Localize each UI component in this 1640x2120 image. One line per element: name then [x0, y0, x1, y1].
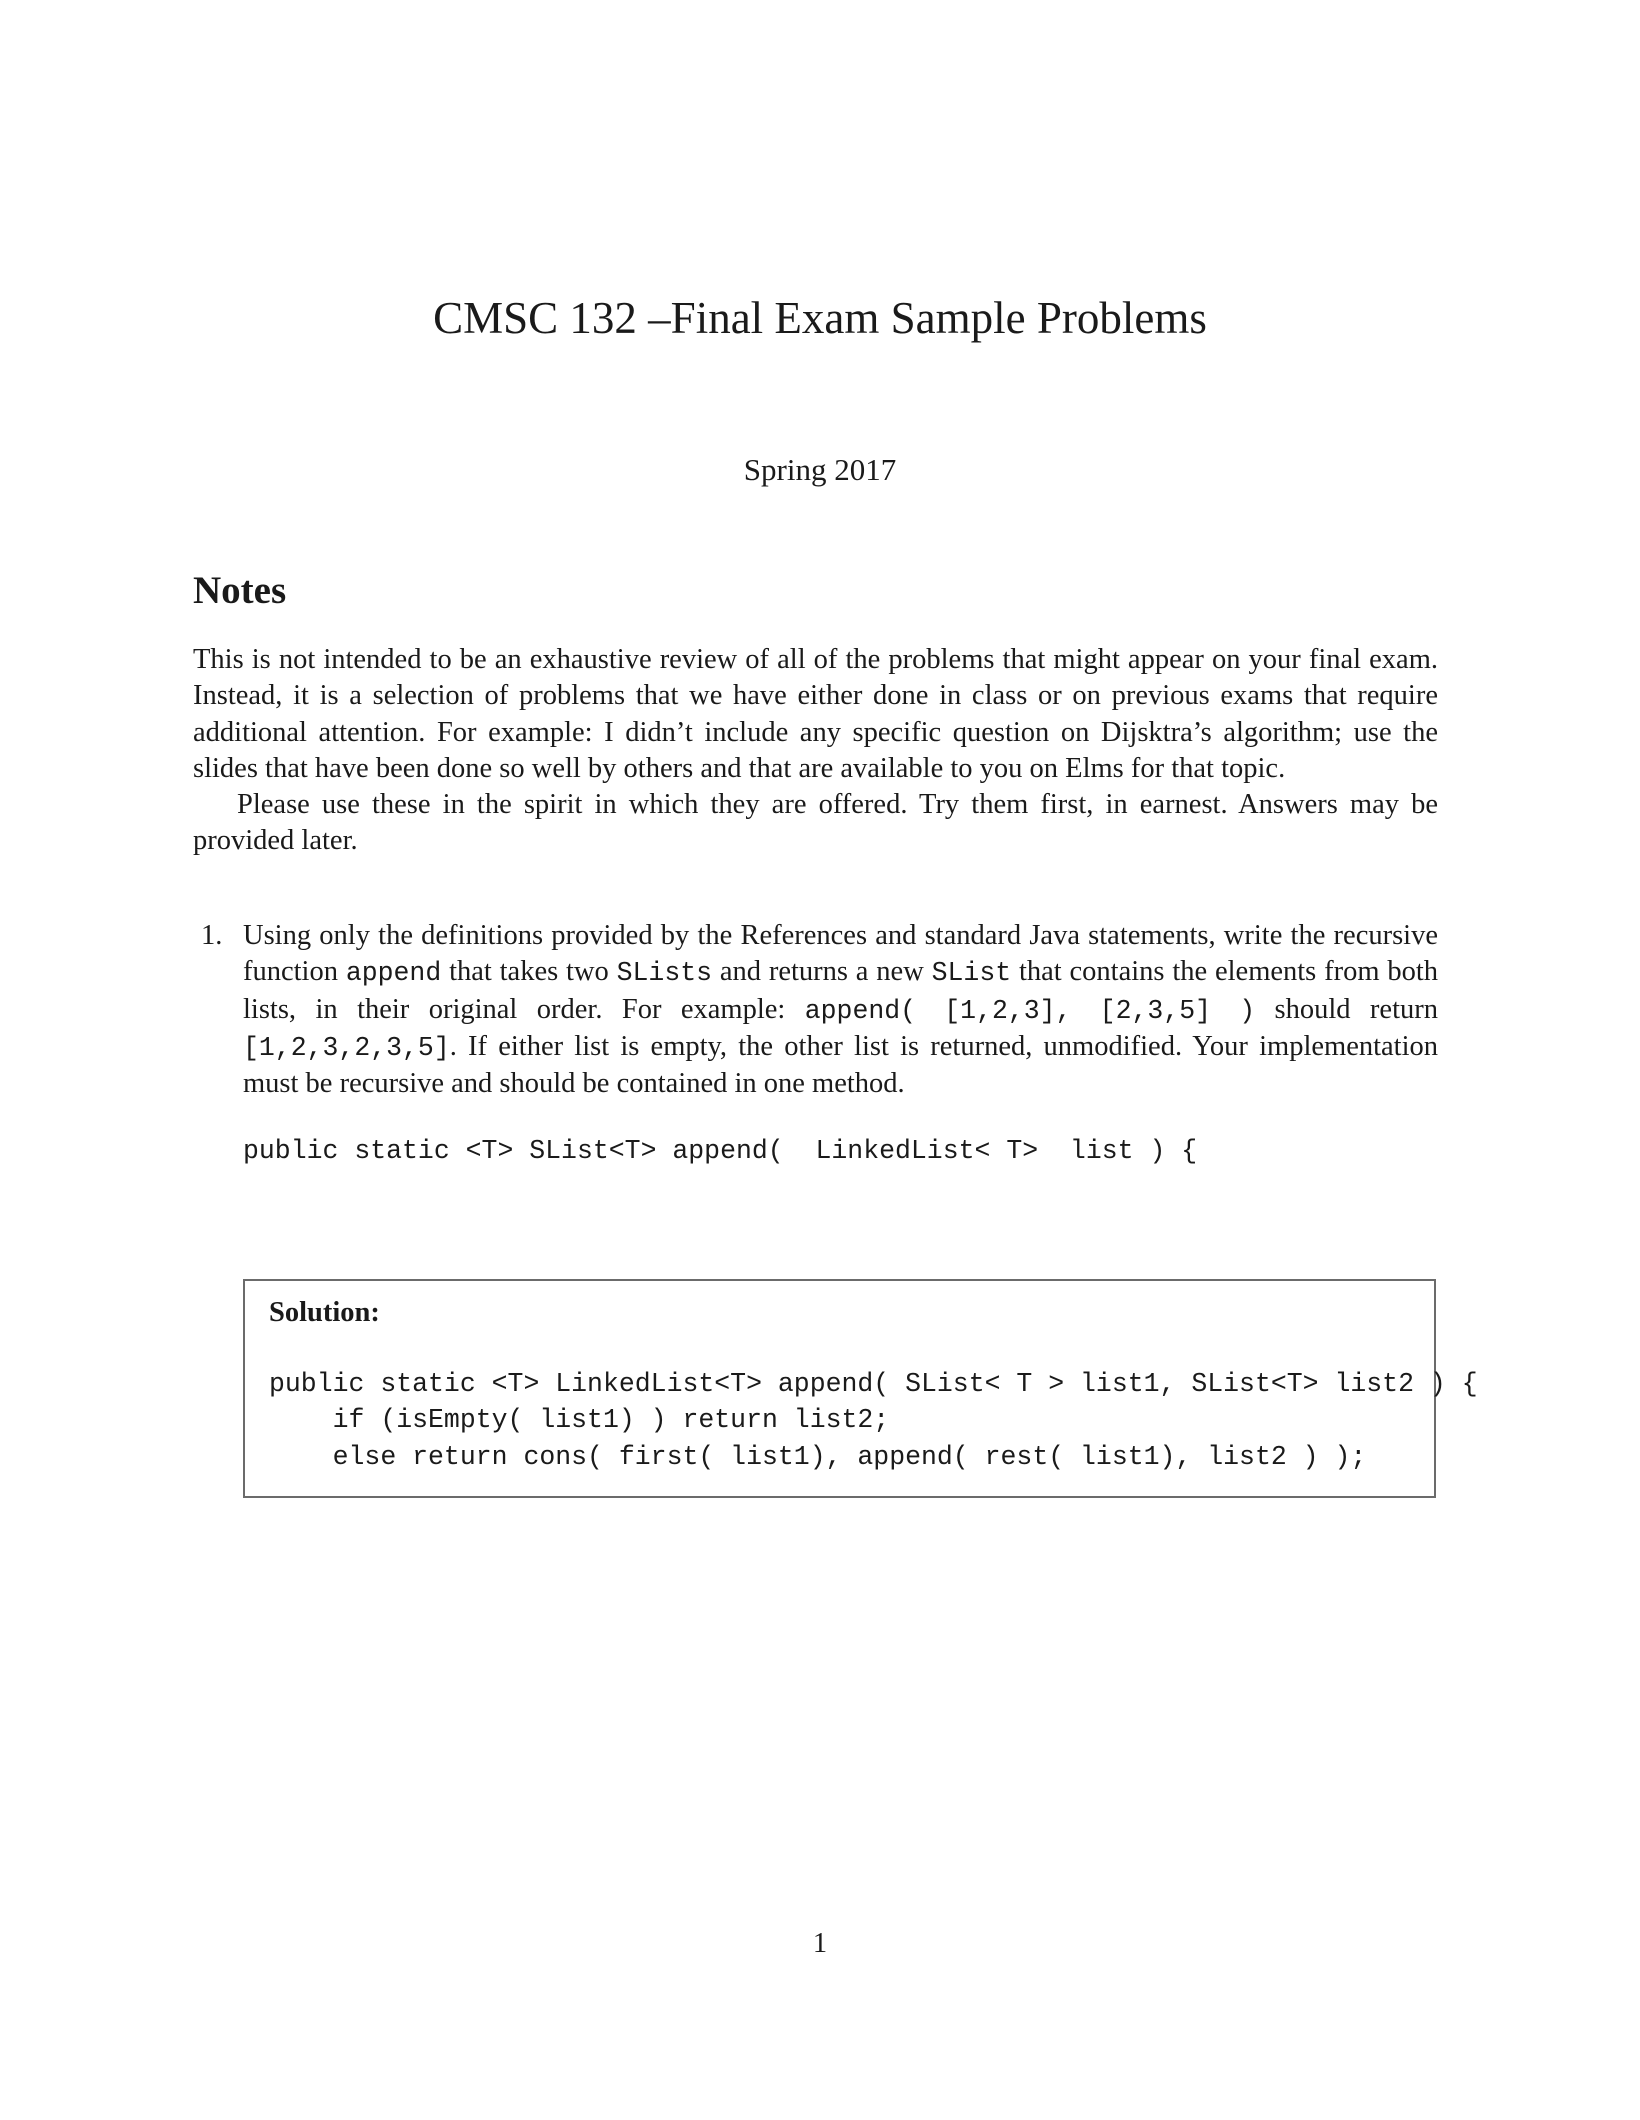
problem-text-segment: Using only the definitions provided by the References and standard Java statements, write the recursive function: [243, 920, 1438, 988]
notes-paragraph: This is not intended to be an exhaustive review of all of the problems that might appear on your final exam. Instead, it is a selection of problems that we have either done in class or on previous exams that require additional attention. For example: I didn’t include any specific question on Dijsktra’s algorithm; use the slides that have been done so well by others and that are available to you on Elms for that topic.: [193, 644, 1438, 784]
problem-text-segment: and returns a new: [712, 956, 932, 988]
problem-number: 1.: [201, 920, 223, 951]
problem-text-segment: that takes two: [441, 956, 617, 988]
page-number: 1: [812, 1928, 828, 1959]
document-title: CMSC 132 –Final Exam Sample Problems: [433, 293, 1207, 343]
inline-code: SLists: [616, 958, 713, 989]
notes-heading: Notes: [193, 569, 287, 612]
solution-box: [243, 1279, 1478, 1498]
problem-text-segment: that contains the elements from both lists, in their original order. For example:: [243, 956, 1438, 1025]
solution-code: public static <T> LinkedList<T> append( SList< T > list1, SList<T> list2 ) { if (isEmpty( list1) ) return list2; else return cons( first( list1), append( rest( list1), list2 ) );: [269, 1369, 1478, 1472]
problem-text-segment: should return: [1255, 993, 1438, 1025]
inline-code: append: [345, 958, 442, 989]
inline-code: append( [1,2,3], [2,3,5] ): [804, 995, 1256, 1026]
problem-text-segment: . If either list is empty, the other list is returned, unmodified. Your implementation must be recursive and should be contained in one method.: [243, 1030, 1438, 1100]
problem-1: [193, 918, 1438, 1102]
method-signature: public static <T> SList<T> append( LinkedList< T> list ) {: [243, 1136, 1198, 1166]
notes-section: [193, 642, 1438, 860]
document-date: Spring 2017: [743, 452, 897, 487]
notes-paragraph: Please use these in the spirit in which they are offered. Try them first, in earnest. Answers may be provided later.: [193, 789, 1438, 857]
inline-code: [1,2,3,2,3,5]: [243, 1032, 450, 1063]
problem-statement: [243, 918, 1438, 1102]
solution-label: Solution:: [269, 1297, 380, 1328]
inline-code: SList: [931, 958, 1012, 989]
